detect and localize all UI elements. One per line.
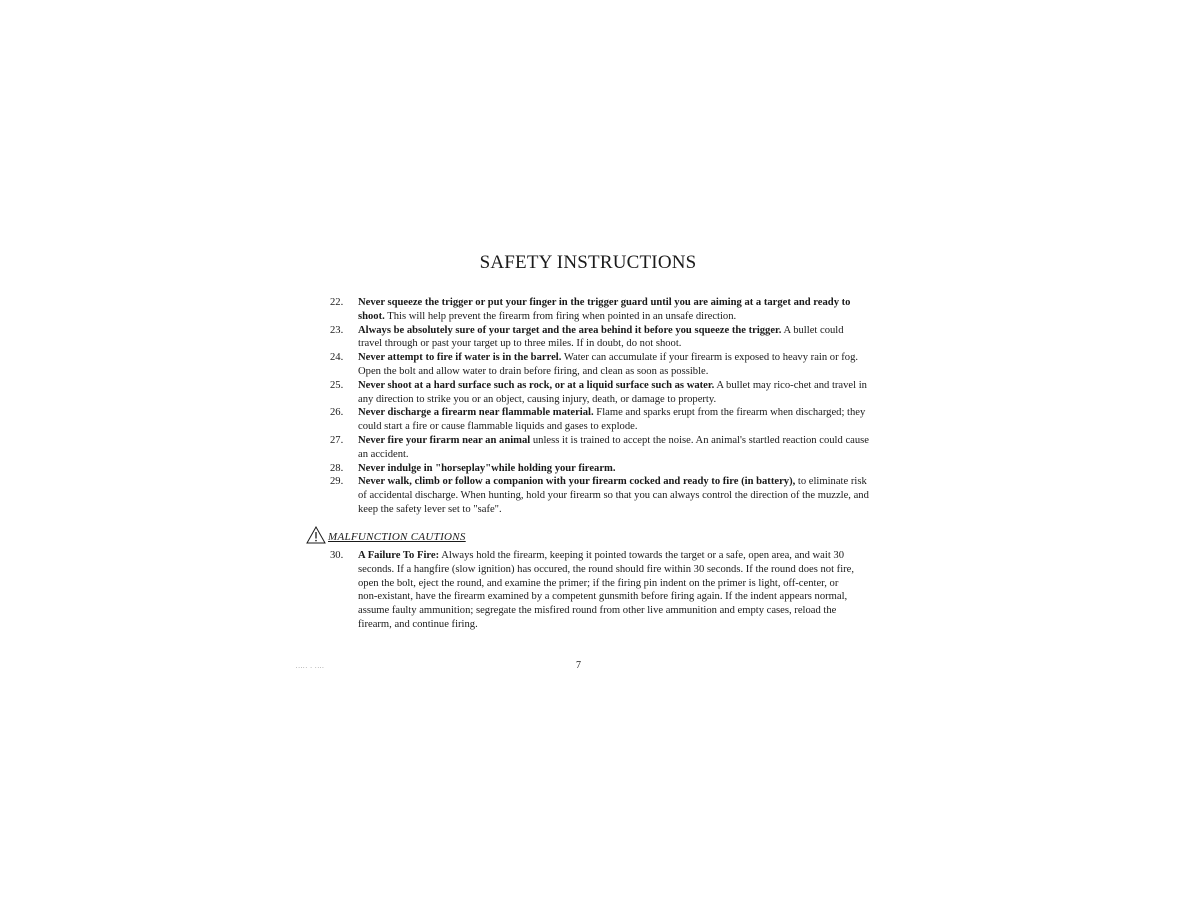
item-lead: Never fire your firarm near an animal bbox=[358, 434, 531, 446]
page-number: 7 bbox=[576, 660, 581, 671]
item-text: Water can accumulate if your firearm is exposed to heavy rain or fog. Open the bolt and allow water to drain before firing, and clean as soon as possible. bbox=[358, 352, 859, 377]
item-text: A bullet may rico-chet and travel in any direction to strike you or an object, causing injury, death, or damage to property. bbox=[358, 379, 867, 405]
instruction-item bbox=[330, 296, 870, 324]
item-text: unless it is trained to accept the noise. An animal's startled reaction could cause an accident. bbox=[358, 434, 869, 460]
item-number: 24. bbox=[330, 352, 344, 364]
instruction-item bbox=[330, 462, 870, 476]
item-lead: A Failure To Fire: bbox=[358, 550, 440, 561]
instruction-item bbox=[330, 351, 870, 379]
item-text: This will help prevent the firearm from firing when pointed in an unsafe direction. bbox=[384, 310, 737, 322]
item-lead: Never indulge in "horseplay"while holding your firearm. bbox=[358, 462, 616, 474]
instruction-item bbox=[330, 406, 870, 434]
malfunction-cautions-heading bbox=[306, 526, 466, 544]
item-number: 25. bbox=[330, 379, 344, 391]
item-lead: Always be absolutely sure of your target and the area behind it before you squeeze the trigger. bbox=[358, 324, 782, 336]
item-number: 30. bbox=[330, 550, 344, 561]
item-lead: Never discharge a firearm near flammable material. bbox=[358, 407, 594, 419]
instruction-item bbox=[330, 434, 870, 462]
item-number: 26. bbox=[330, 407, 344, 419]
instruction-item bbox=[330, 475, 870, 516]
item-lead: Never walk, climb or follow a companion with your firearm cocked and ready to fire (in battery), bbox=[358, 476, 796, 488]
page-title: SAFETY INSTRUCTIONS bbox=[479, 252, 697, 273]
item-lead: Never squeeze the trigger or put your finger in the trigger guard until you are aiming at a target and ready to shoot. bbox=[358, 297, 851, 322]
item-lead: Never attempt to fire if water is in the barrel. bbox=[358, 352, 562, 364]
item-number: 27. bbox=[330, 434, 344, 446]
item-text: Flame and sparks erupt from the firearm when discharged; they could start a fire or cause flammable liquids and gases to explode. bbox=[358, 407, 866, 433]
malfunction-cautions-list bbox=[330, 549, 860, 632]
item-number: 28. bbox=[330, 462, 344, 474]
caution-title: MALFUNCTION CAUTIONS bbox=[328, 531, 466, 543]
item-text: Always hold the firearm, keeping it pointed towards the target or a safe, open area, and wait 30 seconds. If a hangfire (slow ignition) has occured, the round should fire within 30 seconds. If the round does not fire, open the bolt, eject the round, and examine the primer; if the firing pin indent on the primer is light, off-center, or non-existant, have the firearm examined by a competent gunsmith before firing again. If the indent appears normal, assume faulty ammunition; segregate the misfired round from other live ammunition and empty cases, reload the firearm, and continue firing. bbox=[358, 550, 855, 630]
caution-item bbox=[330, 549, 860, 632]
item-text: A bullet could travel through or past your target up to three miles. If in doubt, do not shoot. bbox=[358, 324, 844, 350]
instruction-item bbox=[330, 379, 870, 407]
instruction-item bbox=[330, 324, 870, 352]
item-text: to eliminate risk of accidental discharge. When hunting, hold your firearm so that you can always control the direction of the muzzle, and keep the safety lever set to "safe". bbox=[358, 476, 869, 515]
warning-triangle-icon bbox=[306, 526, 326, 544]
item-number: 29. bbox=[330, 476, 344, 488]
item-number: 23. bbox=[330, 324, 344, 336]
footer-mark: ..... . .... bbox=[296, 664, 325, 670]
item-number: 22. bbox=[330, 297, 344, 308]
item-lead: Never shoot at a hard surface such as rock, or at a liquid surface such as water. bbox=[358, 379, 715, 391]
safety-instructions-list bbox=[330, 296, 870, 517]
